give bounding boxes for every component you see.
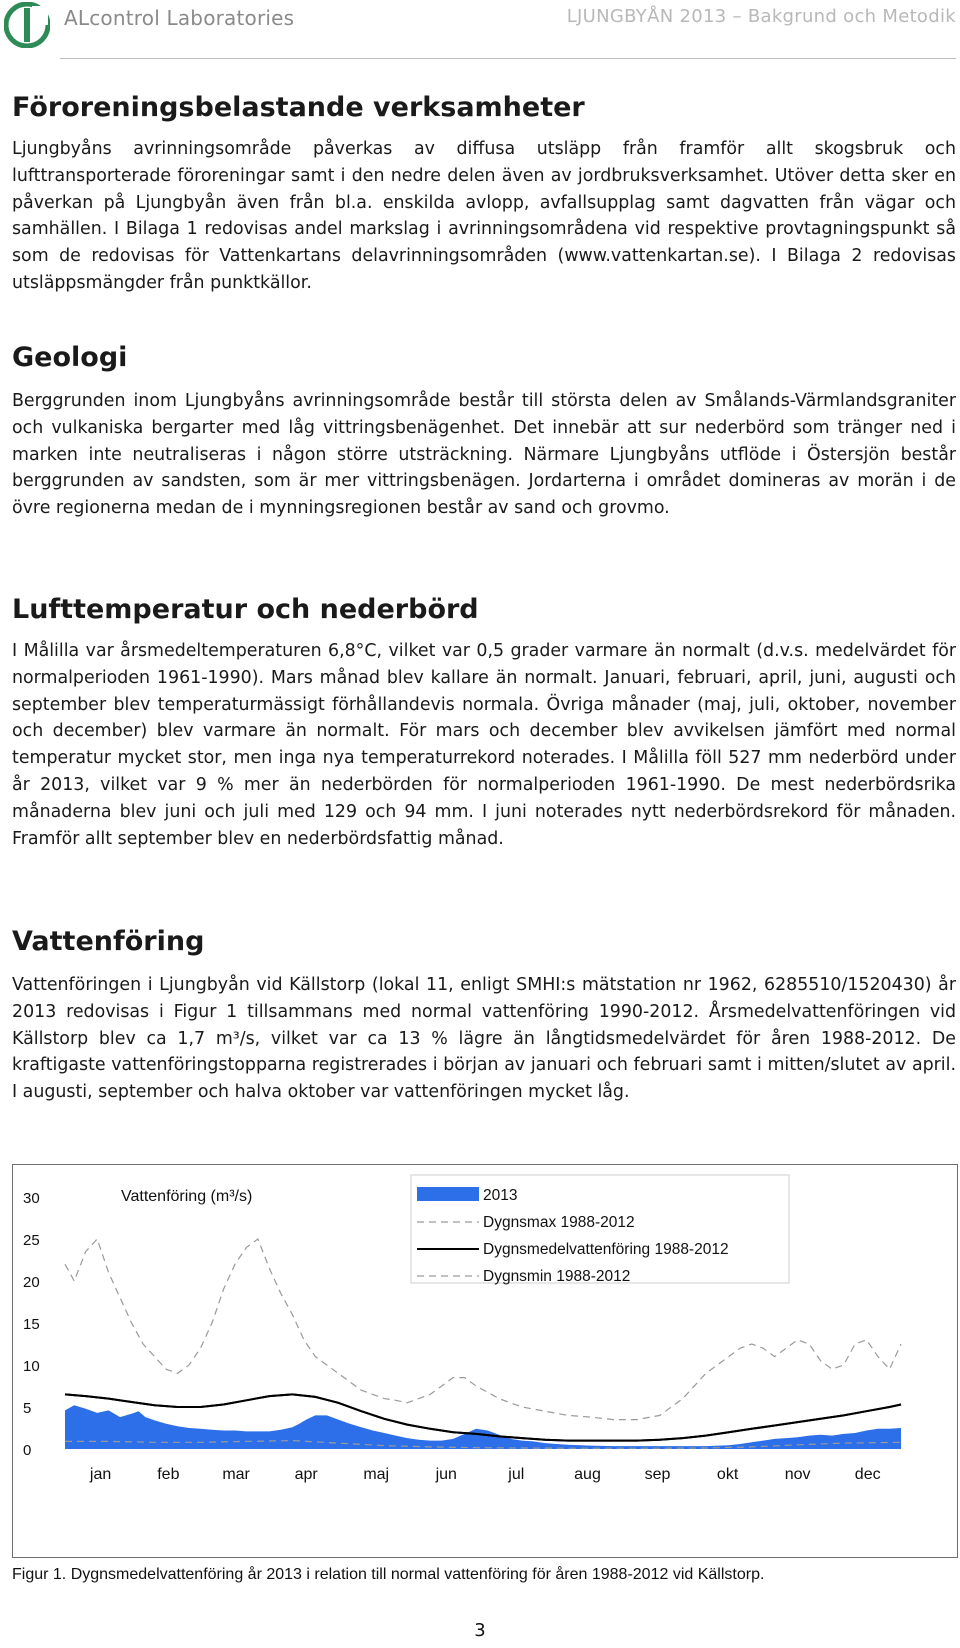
x-tick-label-mar: mar: [222, 1466, 250, 1483]
y-tick-label: 5: [23, 1400, 32, 1417]
x-tick-label-aug: aug: [574, 1466, 601, 1483]
figure-caption: Figur 1. Dygnsmedelvattenföring år 2013 i relation till normal vattenföring för åren 1988-2012 vid Källstorp.: [12, 1566, 765, 1583]
x-tick-label-jan: jan: [89, 1466, 112, 1483]
x-tick-label-jun: jun: [435, 1466, 457, 1483]
x-tick-label-jul: jul: [508, 1466, 525, 1483]
legend-swatch-2013: [417, 1187, 479, 1201]
waterflow-chart-svg: [13, 1165, 957, 1557]
y-tick-label: 0: [23, 1442, 32, 1459]
y-tick-label: 15: [23, 1316, 40, 1333]
figure-waterflow-chart: [12, 1164, 958, 1558]
legend-label-2: Dygnsmedelvattenföring 1988-2012: [483, 1241, 729, 1258]
chart-legend: [411, 1175, 789, 1285]
document-title: LJUNGBYÅN 2013 – Bakgrund och Metodik: [566, 6, 956, 27]
section-text-geology: Berggrunden inom Ljungbyåns avrinningsområde består till största delen av Smålands-Värmlandsgraniter och vulkaniska bergarter med låg vittringsbenägenhet. Det innebär att sur nederbörd som tränger ned i marken inte neutraliseras i någon större utsträckning. Närmare Ljungbyåns utflöde i Östersjön består berggrunden av sandsten, som är mer vittringsbenägen. Jordarterna i området domineras av morän i de övre regionerna medan de i mynningsregionen består av sand och grovmo.: [12, 391, 956, 519]
section-heading-pollution: Föroreningsbelastande verksamheter: [12, 92, 585, 123]
header-divider: [60, 58, 956, 59]
legend-label-1: Dygnsmax 1988-2012: [483, 1214, 635, 1231]
x-tick-label-sep: sep: [644, 1466, 671, 1483]
legend-label-0: 2013: [483, 1187, 518, 1204]
x-tick-label-apr: apr: [294, 1466, 318, 1483]
section-heading-waterflow: Vattenföring: [12, 926, 205, 957]
page-number: 3: [474, 1620, 486, 1641]
x-tick-label-nov: nov: [784, 1466, 811, 1483]
y-tick-label: 10: [23, 1358, 40, 1375]
section-text-waterflow: Vattenföringen i Ljungbyån vid Källstorp (lokal 11, enligt SMHI:s mätstation nr 1962, 6285510/1520430) år 2013 redovisas i Figur 1 tillsammans med normal vattenföring 1990-2012. Årsmedelvattenföringen vid Källstorp blev ca 1,7 m³/s, vilket var ca 13 % lägre än långtidsmedelvärdet för åren 1988-2012. De kraftigaste vattenföringstopparna registrerades i början av januari och februari samt i mitten/slutet av april. I augusti, september och halva oktober var vattenföringen mycket låg.: [12, 975, 956, 1103]
org-name: ALcontrol Laboratories: [64, 6, 295, 30]
x-tick-label-maj: maj: [363, 1466, 390, 1483]
y-tick-label: 30: [23, 1190, 40, 1207]
y-tick-label: 20: [23, 1274, 40, 1291]
y-tick-label: 25: [23, 1232, 40, 1249]
section-heading-geology: Geologi: [12, 342, 128, 373]
alcontrol-logo-icon: [4, 2, 50, 48]
x-tick-label-feb: feb: [157, 1466, 180, 1483]
page-header: [0, 0, 960, 56]
section-text-climate: I Målilla var årsmedeltemperaturen 6,8°C, vilket var 0,5 grader varmare än normalt (d.v.s. medelvärdet för normalperioden 1961-1990). Mars månad blev kallare än normalt. Januari, februari, april, juni, augusti och september blev temperaturmässigt förhållandevis normala. Övriga månader (maj, juli, oktober, november och december) blev varmare än normalt. För mars och december blev avvikelsen jämfört med normal temperatur mycket stor, men inga nya temperaturrekord noterades. I Målilla föll 527 mm nederbörd under år 2013, vilket var 9 % mer än nederbörden för normalperioden 1961-1990. De mest nederbördsrika månaderna blev juni och juli med 129 och 94 mm. I juni noterades nytt nederbördsrekord för månaden. Framför allt september blev en nederbördsfattig månad.: [12, 641, 956, 849]
section-text-pollution: Ljungbyåns avrinningsområde påverkas av diffusa utsläpp från framför allt skogsbruk och lufttransporterade föroreningar samt i den nedre delen även av jordbruksverksamhet. Utöver detta sker en påverkan på Ljungbyån även från bl.a. enskilda avlopp, avfallsupplag samt dagvatten från vägar och samhällen. I Bilaga 1 redovisas andel markslag i avrinningsområdena vid respektive provtagningspunkt så som de redovisas för Vattenkartans delavrinningsområden (www.vattenkartan.se). I Bilaga 2 redovisas utsläppsmängder från punktkällor.: [12, 139, 956, 293]
chart-ylabel: Vattenföring (m³/s): [121, 1188, 253, 1205]
x-tick-label-okt: okt: [716, 1466, 739, 1483]
legend-label-3: Dygnsmin 1988-2012: [483, 1268, 631, 1285]
x-tick-label-dec: dec: [854, 1466, 881, 1483]
section-heading-climate: Lufttemperatur och nederbörd: [12, 594, 479, 625]
